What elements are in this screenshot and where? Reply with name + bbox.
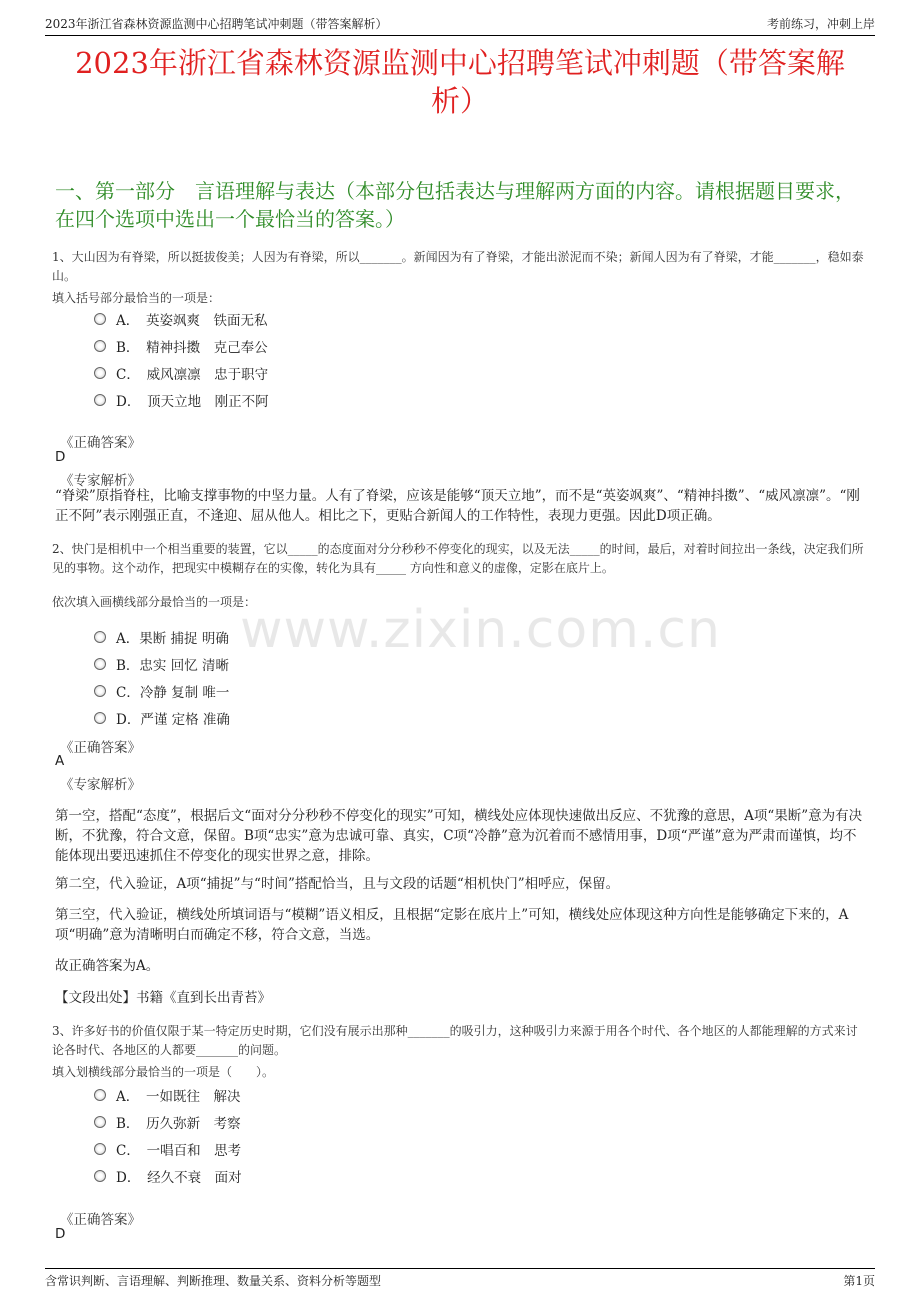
radio-icon <box>94 340 106 352</box>
option-label: B． 精神抖擞 克己奉公 <box>116 340 268 356</box>
radio-icon <box>94 1116 106 1128</box>
radio-icon <box>94 367 106 379</box>
radio-icon <box>94 394 106 406</box>
question-1-answer: D <box>55 449 66 465</box>
option-label: A． 英姿飒爽 铁面无私 <box>116 313 268 329</box>
question-2-option-a[interactable] <box>94 627 229 647</box>
question-1-option-c[interactable] <box>94 363 268 383</box>
question-3-answer: D <box>55 1226 66 1242</box>
question-1-option-b[interactable] <box>94 336 268 356</box>
question-1-analysis: “脊梁”原指脊柱，比喻支撑事物的中坚力量。人有了脊梁，应该是能够“顶天立地”，而不是“英姿飒爽”、“精神抖擞”、“威风凛凛”。“刚正不阿”表示刚强正直，不逢迎、屈从他人。相比之下，更贴合新闻人的工作特性，表现力更强。因此D项正确。 <box>55 488 860 524</box>
question-1-analysis-label: 《专家解析》 <box>60 473 141 489</box>
page-title: 2023年浙江省森林资源监测中心招聘笔试冲刺题（带答案解析） <box>75 46 845 118</box>
question-1-text: 1、大山因为有脊梁，所以挺拔俊美；人因为有脊梁，所以_______。新闻因为有了脊梁，才能出淤泥而不染；新闻人因为有了脊梁，才能_______，稳如泰山。 <box>52 250 864 283</box>
question-2-answer-label: 《正确答案》 <box>60 740 141 756</box>
option-label: B． 历久弥新 考察 <box>116 1116 241 1132</box>
question-2-analysis-label: 《专家解析》 <box>60 777 141 793</box>
question-1-prompt: 填入括号部分最恰当的一项是： <box>52 291 221 305</box>
question-3-text: 3、许多好书的价值仅限于某一特定历史时期，它们没有展示出那种_______的吸引力，这种吸引力来源于用各个时代、各个地区的人都能理解的方式来讨论各时代、各地区的人都要_______的问题。 <box>52 1024 858 1057</box>
question-2-prompt: 依次填入画横线部分最恰当的一项是： <box>52 595 257 609</box>
option-label: C．冷静 复制 唯一 <box>116 685 230 701</box>
question-2-analysis-p4: 故正确答案为A。 <box>55 958 160 974</box>
radio-icon <box>94 1143 106 1155</box>
question-1-option-d[interactable] <box>94 390 269 410</box>
question-1-option-a[interactable] <box>94 309 268 329</box>
question-1-answer-label: 《正确答案》 <box>60 435 141 451</box>
question-3-option-a[interactable] <box>94 1085 241 1105</box>
question-2-source: 【文段出处】书籍《直到长出青苔》 <box>55 990 271 1006</box>
question-2-analysis-p2: 第二空，代入验证，A项“捕捉”与“时间”搭配恰当，且与文段的话题“相机快门”相呼应，保留。 <box>55 876 620 892</box>
radio-icon <box>94 631 106 643</box>
option-label: D． 经久不衰 面对 <box>116 1170 242 1186</box>
question-3-option-b[interactable] <box>94 1112 241 1132</box>
option-label: B．忠实 回忆 清晰 <box>116 658 230 674</box>
section-heading: 一、第一部分 言语理解与表达（本部分包括表达与理解两方面的内容。请根据题目要求，在四个选项中选出一个最恰当的答案。） <box>55 179 855 231</box>
footer-note: 含常识判断、言语理解、判断推理、数量关系、资料分析等题型 <box>45 1274 382 1288</box>
header-doc-title: 2023年浙江省森林资源监测中心招聘笔试冲刺题（带答案解析） <box>45 17 388 31</box>
radio-icon <box>94 313 106 325</box>
page-footer <box>45 1268 875 1289</box>
option-label: C． 一唱百和 思考 <box>116 1143 242 1159</box>
option-label: A．果断 捕捉 明确 <box>116 631 229 647</box>
question-2-analysis-p3: 第三空，代入验证，横线处所填词语与“模糊”语义相反，且根据“定影在底片上”可知，横线处应体现这种方向性是能够确定下来的，A项“明确”意为清晰明白而确定不移，符合文意，当选。 <box>55 907 849 943</box>
watermark: www.zixin.com.cn <box>240 600 721 660</box>
radio-icon <box>94 1089 106 1101</box>
radio-icon <box>94 1170 106 1182</box>
question-2-option-c[interactable] <box>94 681 229 701</box>
option-label: D． 顶天立地 刚正不阿 <box>116 394 269 410</box>
question-3-option-c[interactable] <box>94 1139 241 1159</box>
radio-icon <box>94 658 106 670</box>
option-label: A． 一如既往 解决 <box>116 1089 241 1105</box>
question-2-text: 2、快门是相机中一个相当重要的装置，它以_____的态度面对分分秒秒不停变化的现实，以及无法_____的时间，最后，对着时间拉出一条线，决定我们所见的事物。这个动作，把现实中模糊存在的实像，转化为具有_____ 方向性和意义的虚像，定影在底片上。 <box>52 542 864 575</box>
question-3-prompt: 填入划横线部分最恰当的一项是（ ）。 <box>52 1065 275 1079</box>
page-number: 第1页 <box>843 1274 875 1288</box>
question-3-answer-label: 《正确答案》 <box>60 1212 141 1228</box>
question-2-analysis-p1: 第一空，搭配“态度”，根据后文“面对分分秒秒不停变化的现实”可知，横线处应体现快速做出反应、不犹豫的意思，A项“果断”意为有决断，不犹豫，符合文意，保留。B项“忠实”意为忠诚可靠、真实，C项“冷静”意为沉着而不感情用事，D项“严谨”意为严肃而谨慎，均不能体现出要迅速抓住不停变化的现实世界之意，排除。 <box>55 808 863 864</box>
question-2-option-b[interactable] <box>94 654 229 674</box>
question-2-answer: A <box>55 753 65 769</box>
option-label: D．严谨 定格 准确 <box>116 712 230 728</box>
option-label: C． 威风凛凛 忠于职守 <box>116 367 269 383</box>
radio-icon <box>94 712 106 724</box>
header-slogan: 考前练习，冲刺上岸 <box>766 17 875 31</box>
question-2-option-d[interactable] <box>94 708 230 728</box>
page-header <box>45 12 875 36</box>
question-3-option-d[interactable] <box>94 1166 242 1186</box>
radio-icon <box>94 685 106 697</box>
